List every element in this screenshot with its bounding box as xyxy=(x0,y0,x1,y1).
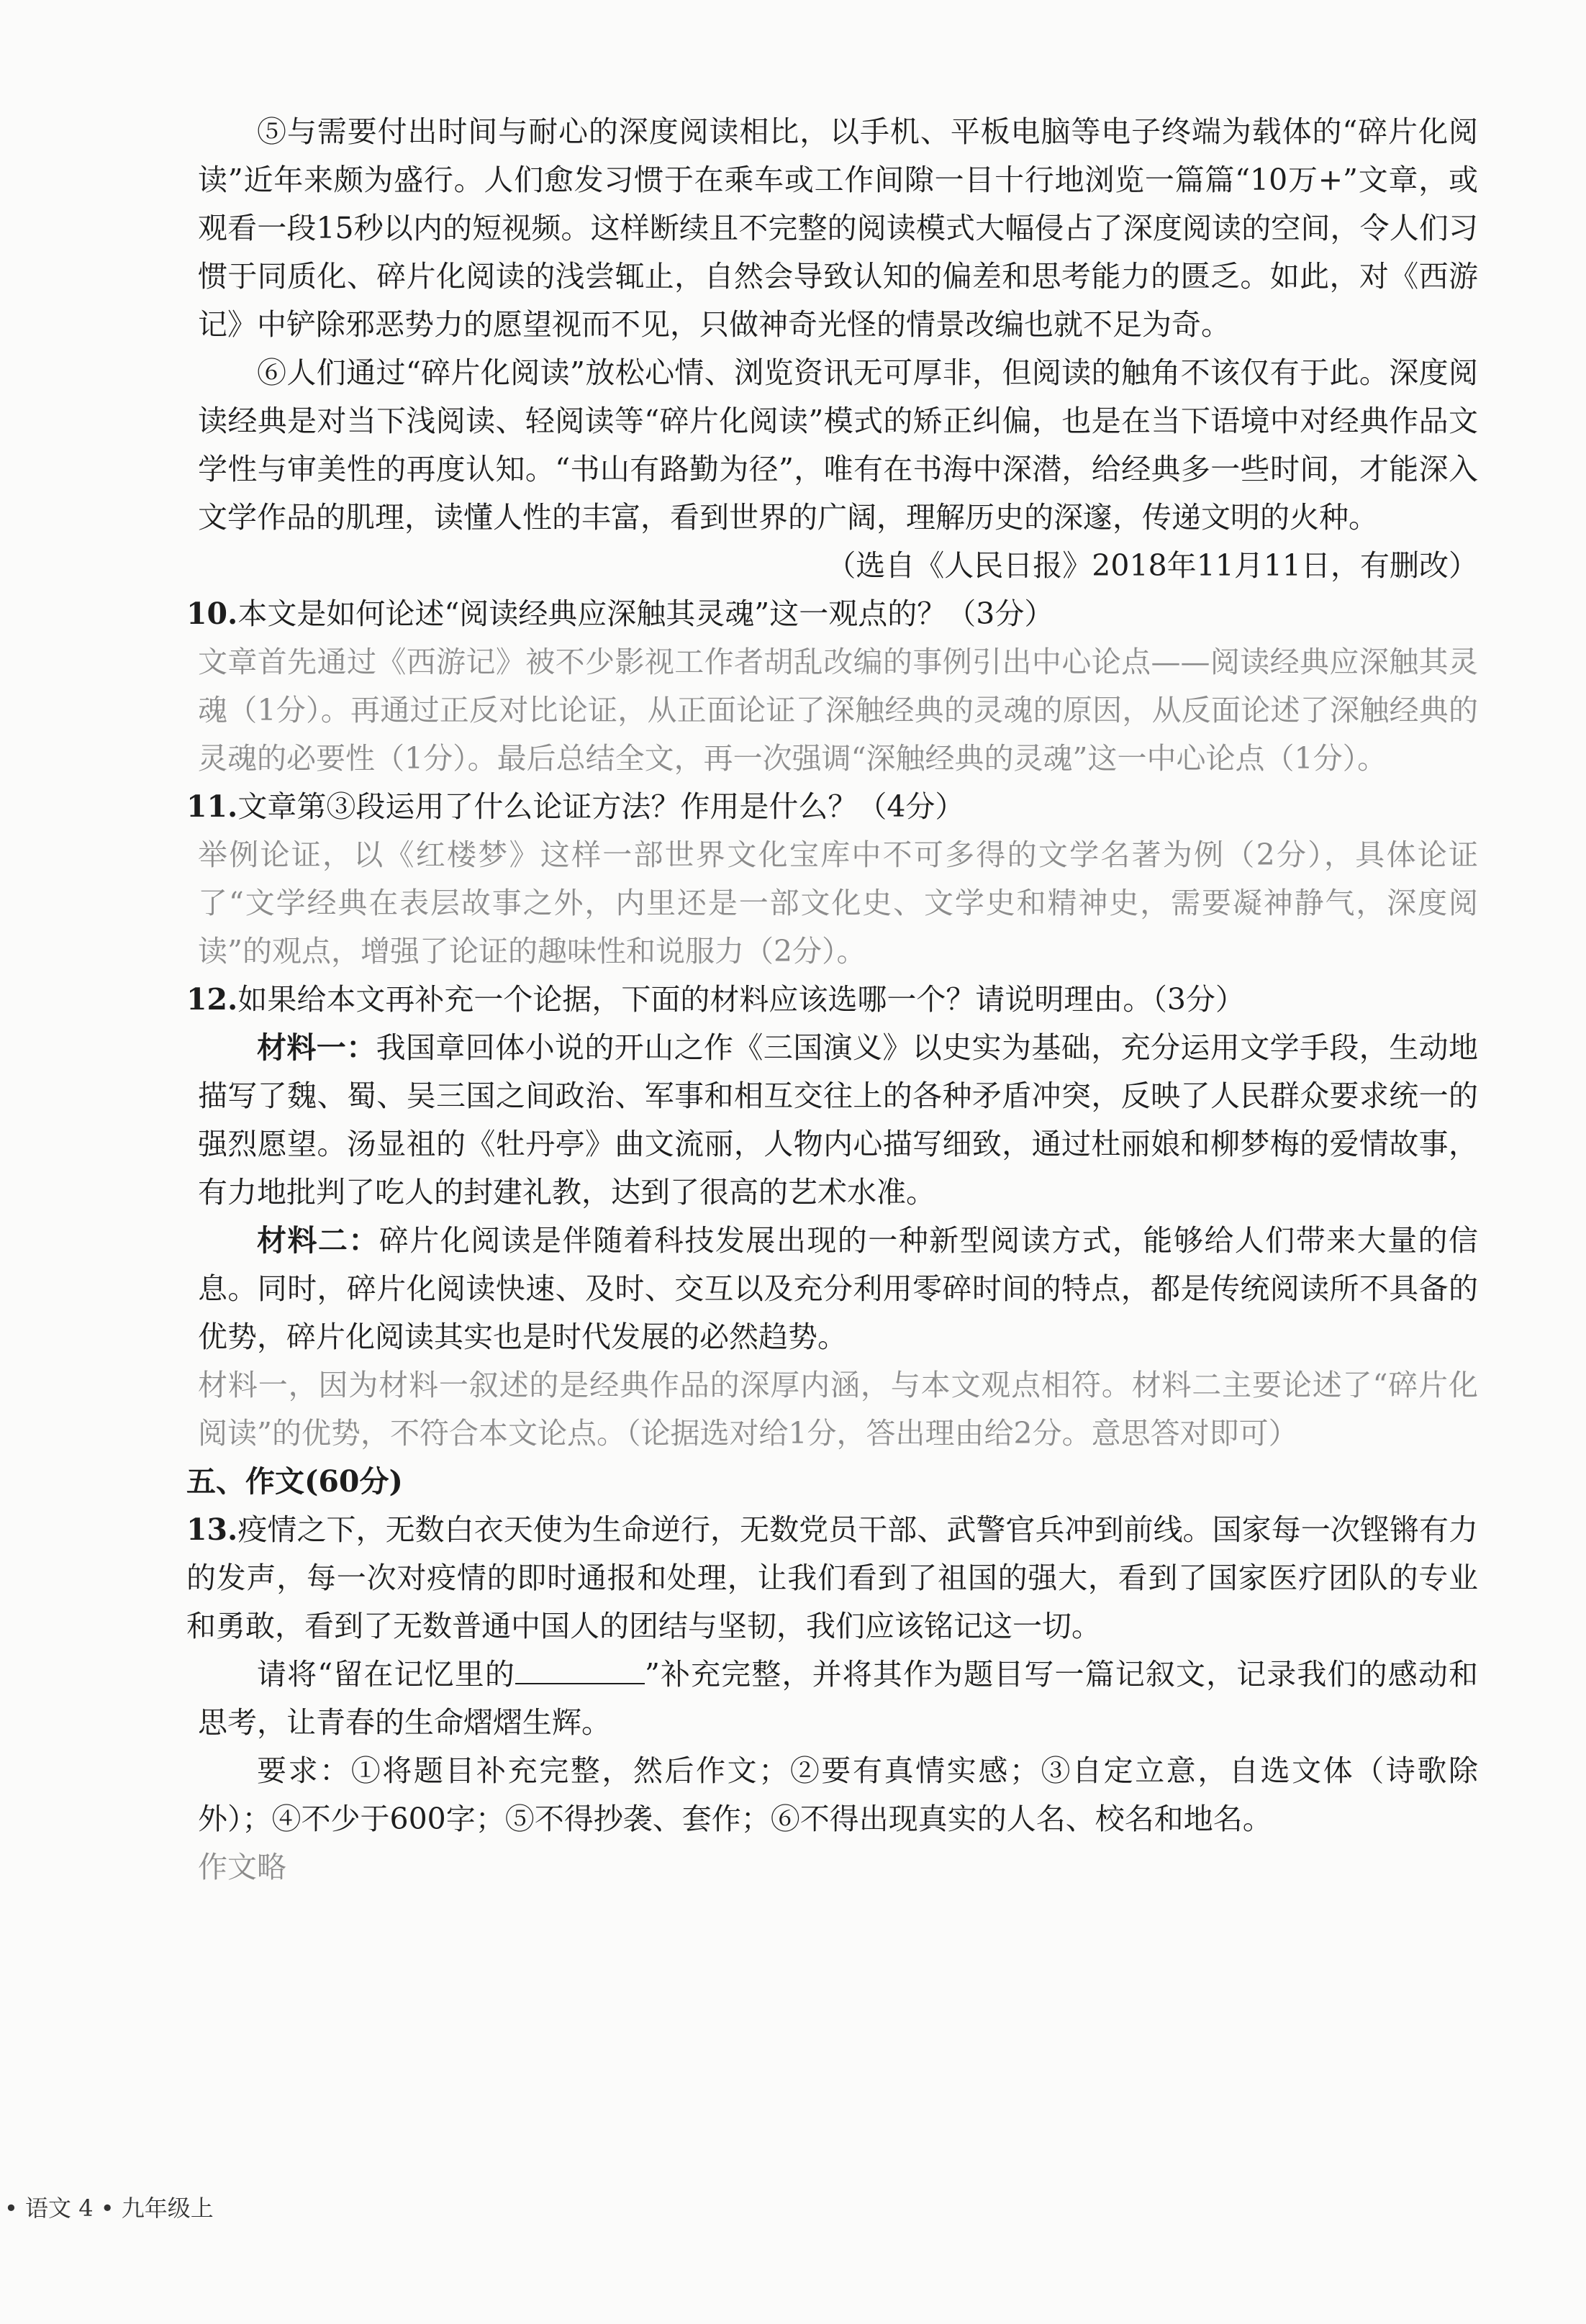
composition-requirements: 要求：①将题目补充完整，然后作文；②要有真情实感；③自定立意，自选文体（诗歌除外）；④不少于600字；⑤不得抄袭、套作；⑥不得出现真实的人名、校名和地名。 xyxy=(198,1753,1478,1836)
question-text: 如果给本文再补充一个论据，下面的材料应该选哪一个？请说明理由。（3分） xyxy=(237,982,1245,1017)
answer-13: 作文略 xyxy=(198,1850,286,1884)
material-2 xyxy=(198,1217,1478,1361)
question-number: 12. xyxy=(186,982,238,1017)
prompt-before-blank: 请将“留在记忆里的 xyxy=(257,1657,515,1692)
material-text: 碎片化阅读是伴随着科技发展出现的一种新型阅读方式，能够给人们带来大量的信息。同时，碎片化阅读快速、及时、交互以及充分利用零碎时间的特点，都是传统阅读所不具备的优势，碎片化阅读其实也是时代发展的必然趋势。 xyxy=(198,1223,1479,1354)
question-11 xyxy=(186,783,1478,831)
answer-11: 举例论证，以《红楼梦》这样一部世界文化宝库中不可多得的文学名著为例（2分），具体论证了“文学经典在表层故事之外，内里还是一部文化史、文学史和精神史，需要凝神静气，深度阅读”的观点，增强了论证的趣味性和说服力（2分）。 xyxy=(198,838,1478,968)
section-title-composition: 五、作文(60分) xyxy=(186,1464,403,1499)
question-number: 11. xyxy=(186,789,238,824)
prompt-after-blank: ”补充完整，并将其作为题目写一篇记叙文，记录我们的感动和思考，让青春的生命熠熠生辉。 xyxy=(198,1657,1478,1740)
passage-paragraph-5: ⑤与需要付出时间与耐心的深度阅读相比，以手机、平板电脑等电子终端为载体的“碎片化阅读”近年来颇为盛行。人们愈发习惯于在乘车或工作间隙一目十行地浏览一篇篇“10万+”文章，或观看一段15秒以内的短视频。这样断续且不完整的阅读模式大幅侵占了深度阅读的空间，令人们习惯于同质化、碎片化阅读的浅尝辄止，自然会导致认知的偏差和思考能力的匮乏。如此，对《西游记》中铲除邪恶势力的愿望视而不见，只做神奇光怪的情景改编也就不足为奇。 xyxy=(198,114,1478,342)
question-text: 文章第③段运用了什么论证方法？作用是什么？（4分） xyxy=(237,789,965,824)
material-label: 材料二： xyxy=(257,1223,379,1258)
material-label: 材料一： xyxy=(257,1030,376,1065)
question-number: 10. xyxy=(186,596,238,631)
material-1 xyxy=(198,1024,1478,1217)
passage-source: （选自《人民日报》2018年11月11日，有删改） xyxy=(826,548,1478,583)
question-text: 本文是如何论述“阅读经典应深触其灵魂”这一观点的？（3分） xyxy=(237,596,1054,631)
question-12 xyxy=(186,976,1478,1024)
title-blank xyxy=(515,1656,645,1684)
question-10 xyxy=(186,590,1478,638)
material-text: 我国章回体小说的开山之作《三国演义》以史实为基础，充分运用文学手段，生动地描写了魏、蜀、吴三国之间政治、军事和相互交往上的各种矛盾冲突，反映了人民群众要求统一的强烈愿望。汤显祖的《牡丹亭》曲文流丽，人物内心描写细致，通过杜丽娘和柳梦梅的爱情故事，有力地批判了吃人的封建礼教，达到了很高的艺术水准。 xyxy=(198,1030,1479,1209)
page-footer: • 语文 4 • 九年级上 xyxy=(4,2194,214,2222)
passage-paragraph-6: ⑥人们通过“碎片化阅读”放松心情、浏览资讯无可厚非，但阅读的触角不该仅有于此。深度阅读经典是对当下浅阅读、轻阅读等“碎片化阅读”模式的矫正纠偏，也是在当下语境中对经典作品文学性与审美性的再度认知。“书山有路勤为径”，唯有在书海中深潜，给经典多一些时间，才能深入文学作品的肌理，读懂人性的丰富，看到世界的广阔，理解历史的深邃，传递文明的火种。 xyxy=(198,355,1478,535)
question-13 xyxy=(186,1506,1478,1651)
question-text: 疫情之下，无数白衣天使为生命逆行，无数党员干部、武警官兵冲到前线。国家每一次铿锵有力的发声，每一次对疫情的即时通报和处理，让我们看到了祖国的强大，看到了国家医疗团队的专业和勇敢，看到了无数普通中国人的团结与坚韧，我们应该铭记这一切。 xyxy=(186,1512,1478,1643)
answer-12: 材料一，因为材料一叙述的是经典作品的深厚内涵，与本文观点相符。材料二主要论述了“碎片化阅读”的优势，不符合本文论点。（论据选对给1分，答出理由给2分。意思答对即可） xyxy=(198,1368,1478,1451)
answer-10: 文章首先通过《西游记》被不少影视工作者胡乱改编的事例引出中心论点——阅读经典应深触其灵魂（1分）。再通过正反对比论证，从正面论证了深触经典的灵魂的原因，从反面论述了深触经典的灵魂的必要性（1分）。最后总结全文，再一次强调“深触经典的灵魂”这一中心论点（1分）。 xyxy=(198,645,1478,776)
composition-prompt xyxy=(198,1651,1478,1747)
question-number: 13. xyxy=(186,1512,238,1547)
